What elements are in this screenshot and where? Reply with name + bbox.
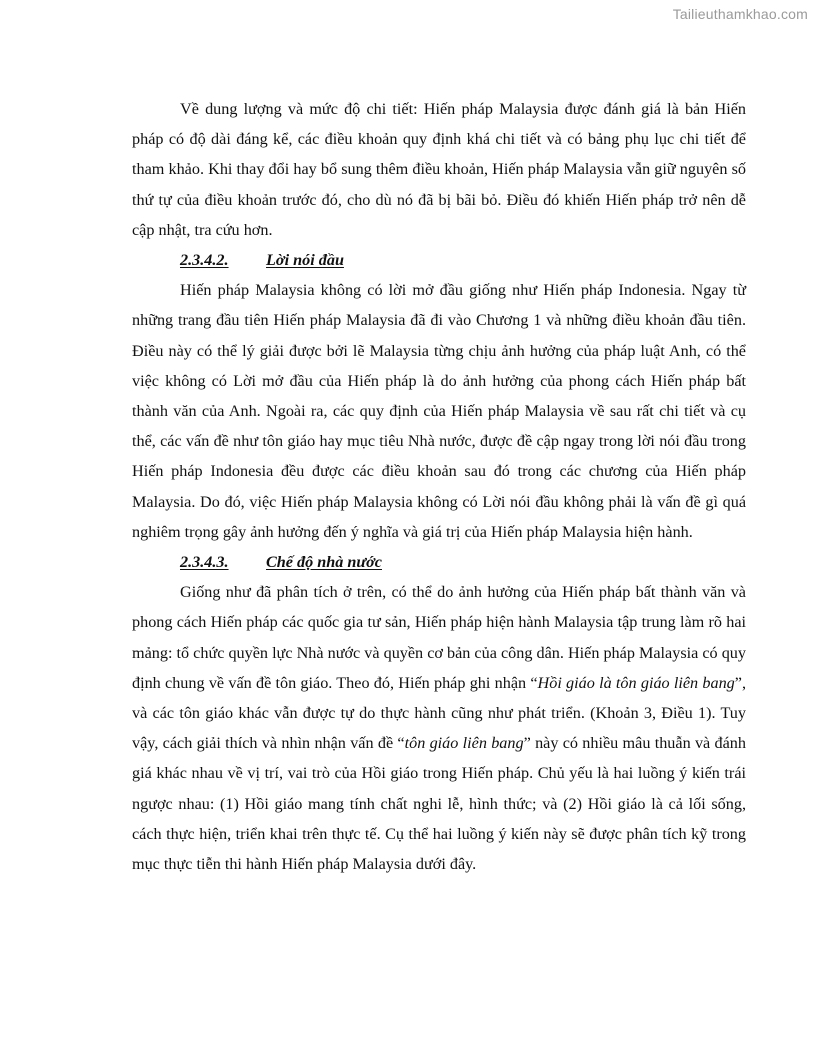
section-heading-preamble [132,245,746,275]
section-title: Chế độ nhà nước [266,553,382,572]
paragraph-state-regime [132,577,746,879]
quoted-text: tôn giáo liên bang [404,734,524,753]
section-number: 2.3.4.3. [180,553,229,572]
document-body [132,94,746,879]
paragraph-text: Giống như đã phân tích ở trên, có thể do ảnh hưởng của Hiến pháp bất thành văn và phong cách Hiến pháp các quốc gia tư sản, Hiến pháp hiện hành Malaysia tập trung làm rõ hai mảng: tổ chức quyền lực Nhà nước và quyền cơ bản của công dân. Hiến pháp Malaysia có quy định chung về vấn đề tôn giáo. Theo đó, Hiến pháp ghi nhận “ [132,583,746,692]
section-heading-state-regime [132,547,746,577]
paragraph-text: ” này có nhiều mâu thuẫn và đánh giá khác nhau về vị trí, vai trò của Hồi giáo trong Hiến pháp. Chủ yếu là hai luồng ý kiến trái ngược nhau: (1) Hồi giáo mang tính chất nghi lễ, hình thức; và (2) Hồi giáo là cả lối sống, cách thực hiện, triển khai trên thực tế. Cụ thể hai luồng ý kiến này sẽ được phân tích kỹ trong mục thực tiễn thi hành Hiến pháp Malaysia dưới đây. [132,734,746,874]
paragraph-content-volume: Về dung lượng và mức độ chi tiết: Hiến pháp Malaysia được đánh giá là bản Hiến pháp có độ dài đáng kể, các điều khoản quy định khá chi tiết và có bảng phụ lục chi tiết để tham khảo. Khi thay đổi hay bổ sung thêm điều khoản, Hiến pháp Malaysia vẫn giữ nguyên số thứ tự của điều khoản trước đó, cho dù nó đã bị bãi bỏ. Điều đó khiến Hiến pháp trở nên dễ cập nhật, tra cứu hơn. [132,100,746,239]
watermark-text: Tailieuthamkhao.com [672,6,808,22]
section-title: Lời nói đầu [266,251,344,270]
section-number: 2.3.4.2. [180,251,229,270]
paragraph-text: ”, và các tôn giáo khác vẫn được tự do thực hành cũng như phát triển. (Khoản 3, Điều 1). Tuy vậy, cách giải thích và nhìn nhận vấn đề “ [132,673,746,753]
quoted-text: Hồi giáo là tôn giáo liên bang [537,673,735,692]
paragraph-preamble: Hiến pháp Malaysia không có lời mở đầu giống như Hiến pháp Indonesia. Ngay từ những trang đầu tiên Hiến pháp Malaysia đã đi vào Chương 1 và những điều khoản đầu tiên. Điều này có thể lý giải được bởi lẽ Malaysia từng chịu ảnh hưởng của pháp luật Anh, có thể việc không có Lời mở đầu của Hiến pháp là do ảnh hưởng của phong cách Hiến pháp bất thành văn của Anh. Ngoài ra, các quy định của Hiến pháp Malaysia về sau rất chi tiết và cụ thể, các vấn đề như tôn giáo hay mục tiêu Nhà nước, được đề cập ngay trong lời nói đầu trong Hiến pháp Indonesia đều được các điều khoản sau đó trong các chương của Hiến pháp Malaysia. Do đó, việc Hiến pháp Malaysia không có Lời nói đầu không phải là vấn đề gì quá nghiêm trọng gây ảnh hưởng đến ý nghĩa và giá trị của Hiến pháp Malaysia hiện hành. [132,281,746,541]
